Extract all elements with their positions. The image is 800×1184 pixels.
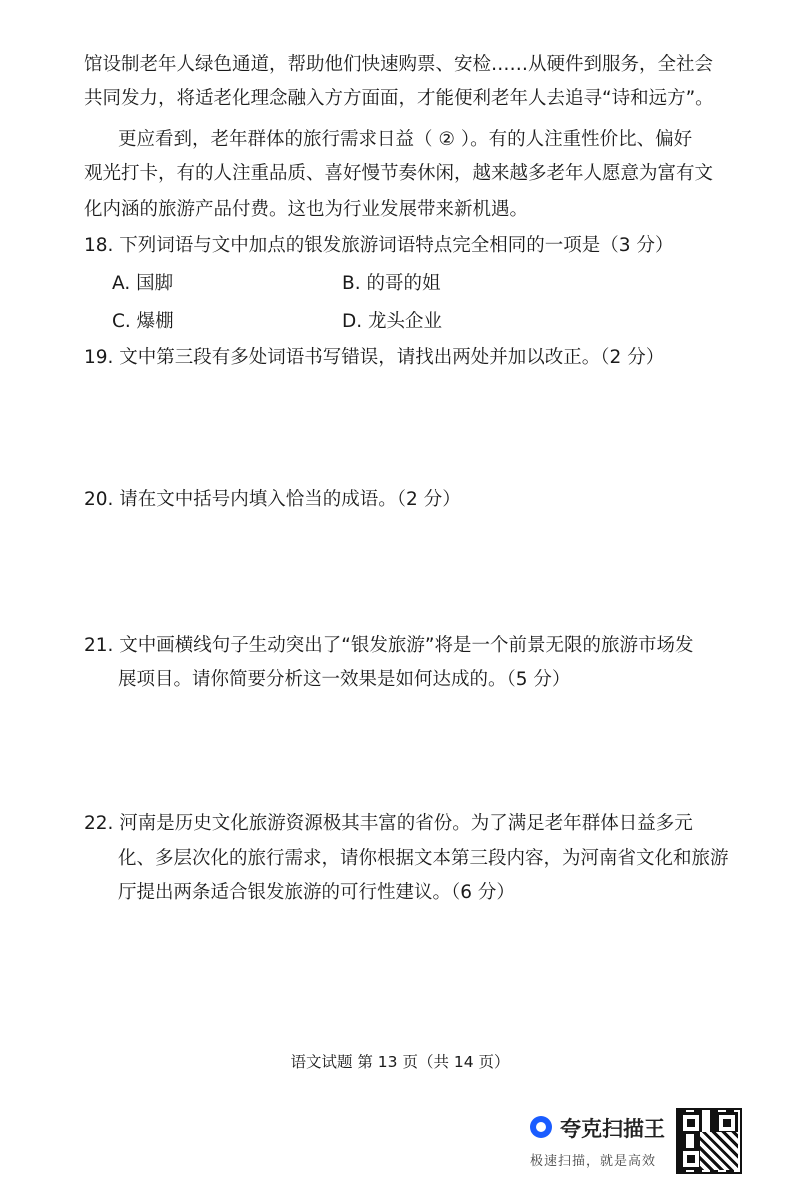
passage-line: 化内涵的旅游产品付费。这也为行业发展带来新机遇。 — [84, 199, 529, 220]
scanner-brand: 夸克扫描王 — [560, 1117, 665, 1141]
page-footer: 语文试题 第 13 页（共 14 页） — [290, 1053, 510, 1071]
passage-line: 共同发力，将适老化理念融入方方面面，才能便利老年人去追寻“诗和远方”。 — [84, 88, 714, 109]
scanner-logo-icon — [530, 1116, 552, 1138]
option-a: A. 国脚 — [112, 273, 174, 294]
option-d: D. 龙头企业 — [342, 311, 443, 332]
question-18-text: 18. 下列词语与文中加点的银发旅游词语特点完全相同的一项是（3 分） — [84, 235, 674, 256]
question-21-line: 21. 文中画横线句子生动突出了“银发旅游”将是一个前景无限的旅游市场发 — [84, 635, 694, 656]
passage-line: 更应看到，老年群体的旅行需求日益（ ② ）。有的人注重性价比、偏好 — [118, 129, 693, 150]
question-22-line: 化、多层次化的旅行需求，请你根据文本第三段内容，为河南省文化和旅游 — [118, 848, 729, 869]
scanner-watermark — [526, 1108, 776, 1172]
option-b: B. 的哥的姐 — [342, 273, 441, 294]
question-22-line: 22. 河南是历史文化旅游资源极其丰富的省份。为了满足老年群体日益多元 — [84, 813, 693, 834]
passage-line: 观光打卡，有的人注重品质、喜好慢节奏休闲，越来越多老年人愿意为富有文 — [84, 163, 714, 184]
passage-line: 馆设制老年人绿色通道，帮助他们快速购票、安检……从硬件到服务，全社会 — [84, 54, 714, 75]
question-22-line: 厅提出两条适合银发旅游的可行性建议。（6 分） — [118, 882, 515, 903]
scanner-slogan: 极速扫描，就是高效 — [530, 1154, 657, 1169]
qr-code-icon — [676, 1108, 742, 1174]
question-19: 19. 文中第三段有多处词语书写错误，请找出两处并加以改正。（2 分） — [84, 347, 665, 368]
question-21-line: 展项目。请你简要分析这一效果是如何达成的。（5 分） — [118, 669, 571, 690]
question-20: 20. 请在文中括号内填入恰当的成语。（2 分） — [84, 489, 461, 510]
option-c: C. 爆棚 — [112, 311, 174, 332]
